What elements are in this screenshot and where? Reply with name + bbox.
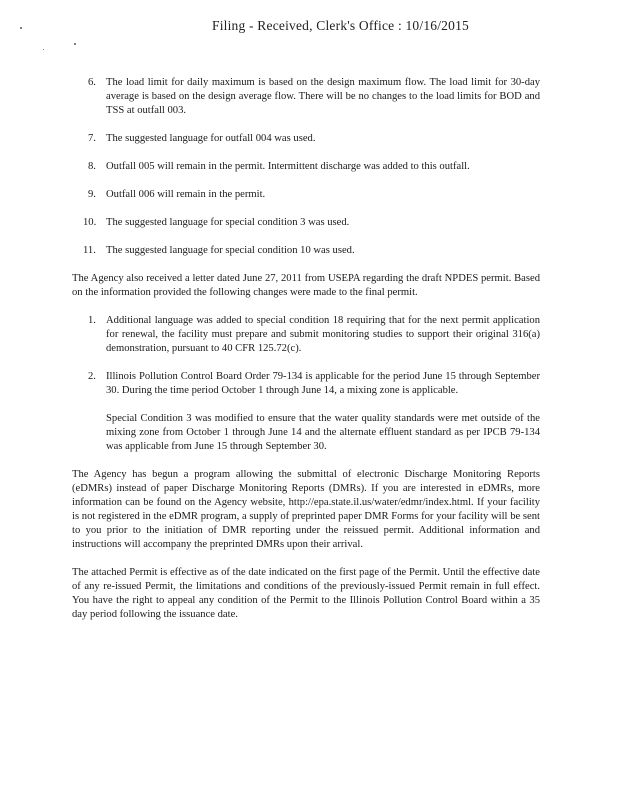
list-item-text: The suggested language for special condition 10 was used. [106, 245, 355, 256]
list-item-number: 6. [88, 77, 96, 88]
list-item [72, 216, 540, 230]
usepa-letter-paragraph: The Agency also received a letter dated June 27, 2011 from USEPA regarding the draft NPDES permit. Based on the information provided the following changes were made to the final permit. [72, 273, 540, 298]
list-item-text: Outfall 006 will remain in the permit. [106, 189, 266, 200]
list-item-text: The suggested language for outfall 004 was used. [106, 133, 316, 144]
list-item-number: 8. [88, 161, 96, 172]
scan-speck [74, 43, 76, 45]
list-item-text: Illinois Pollution Control Board Order 79-134 is applicable for the period June 15 through September 30. During the time period October 1 through June 14, a mixing zone is applicable. [106, 371, 540, 396]
list-item-number: 9. [88, 189, 96, 200]
list-item-number: 7. [88, 133, 96, 144]
list-item [72, 188, 540, 202]
list-item-number: 10. [83, 217, 97, 228]
list-item [72, 244, 540, 258]
list-item-number: 1. [88, 315, 96, 326]
list-item [88, 314, 540, 356]
edmr-paragraph: The Agency has begun a program allowing the submittal of electronic Discharge Monitoring Reports (eDMRs) instead of paper Discharge Monitoring Reports (DMRs). If you are interested in eDMRs, more information can be found on the Agency website, http://epa.state.il.us/water/edmr/index.html. If your facility is not registered in the eDMR program, a supply of preprinted paper DMR Forms for your facility will be sent to you prior to the initiation of DMR reporting under the reissued permit. Additional information and instructions will accompany the preprinted DMRs upon their arrival. [72, 469, 540, 550]
scan-speck [20, 27, 22, 29]
list-item [72, 160, 540, 174]
list-item-number: 2. [88, 371, 96, 382]
list-item-text: The load limit for daily maximum is based on the design maximum flow. The load limit for 30-day average is based on the design average flow. There will be no changes to the load limits for BOD and TSS at outfall 003. [106, 77, 540, 116]
permit-effective-paragraph: The attached Permit is effective as of the date indicated on the first page of the Permit. Until the effective date of any re-issued Permit, the limitations and conditions of the previously-issued Permit remain in full effect. You have the right to appeal any condition of the Permit to the Illinois Pollution Control Board within a 35 day period following the issuance date. [72, 567, 540, 620]
list-item [72, 132, 540, 146]
list-item [72, 76, 540, 118]
list-item [88, 370, 540, 398]
special-condition-paragraph: Special Condition 3 was modified to ensure that the water quality standards were met outside of the mixing zone from October 1 through June 14 and the alternate effluent standard as per IPCB 79-134 was applicable from June 15 through September 30. [106, 413, 540, 452]
list-item-text: The suggested language for special condition 3 was used. [106, 217, 350, 228]
list-item-text: Outfall 005 will remain in the permit. Intermittent discharge was added to this outfall. [106, 161, 470, 172]
filing-stamp: Filing - Received, Clerk's Office : 10/16/2015 [212, 18, 469, 33]
letter-body [72, 76, 540, 622]
scan-speck [43, 49, 44, 50]
list-item-text: Additional language was added to special condition 18 requiring that for the next permit application for renewal, the facility must prepare and submit monitoring studies to support their original 316(a) demonstration, pursuant to 40 CFR 125.72(c). [106, 315, 540, 354]
usepa-changes-list [72, 314, 540, 454]
list-item-number: 11. [83, 245, 96, 256]
